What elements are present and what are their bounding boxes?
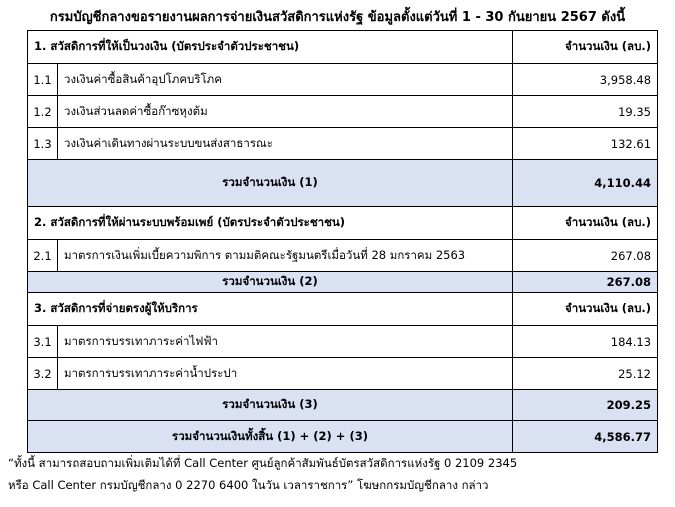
table-row [28,64,658,96]
item-label: มาตรการเงินเพิ่มเบี้ยความพิการ ตามมติคณะรัฐมนตรีเมื่อวันที่ 28 มกราคม 2563 [58,240,513,272]
table-row [28,240,658,272]
subtotal-row [28,272,658,293]
table-row [28,358,658,390]
table-row [28,326,658,358]
item-label: มาตรการบรรเทาภาระค่าไฟฟ้า [58,326,513,358]
subtotal-amount: 209.25 [513,390,658,421]
item-amount: 184.13 [513,326,658,358]
subtotal-row [28,160,658,207]
table-row [28,96,658,128]
table-row [28,128,658,160]
subtotal-amount: 267.08 [513,272,658,293]
subtotal-label: รวมจำนวนเงิน (3) [28,390,513,421]
item-amount: 132.61 [513,128,658,160]
subtotal-label: รวมจำนวนเงิน (1) [28,160,513,207]
section-heading: 1. สวัสดิการที่ให้เป็นวงเงิน (บัตรประจำตัวประชาชน) [28,31,513,64]
item-label: วงเงินค่าซื้อสินค้าอุปโภคบริโภค [58,64,513,96]
section-header [28,293,658,326]
footer-note [8,452,668,496]
section-heading: 3. สวัสดิการที่จ่ายตรงผู้ให้บริการ [28,293,513,326]
grand-total-label: รวมจำนวนเงินทั้งสิ้น (1) + (2) + (3) [28,421,513,453]
subtotal-label: รวมจำนวนเงิน (2) [28,272,513,293]
item-label: วงเงินค่าเดินทางผ่านระบบขนส่งสาธารณะ [58,128,513,160]
item-number: 1.3 [28,128,58,160]
subtotal-row [28,390,658,421]
amount-header: จำนวนเงิน (ลบ.) [513,207,658,240]
item-number: 1.2 [28,96,58,128]
item-label: มาตรการบรรเทาภาระค่าน้ำประปา [58,358,513,390]
item-number: 3.2 [28,358,58,390]
item-amount: 3,958.48 [513,64,658,96]
item-label: วงเงินส่วนลดค่าซื้อก๊าซหุงต้ม [58,96,513,128]
section-header [28,31,658,64]
item-number: 1.1 [28,64,58,96]
grand-total-amount: 4,586.77 [513,421,658,453]
section-header [28,207,658,240]
item-amount: 25.12 [513,358,658,390]
section-heading: 2. สวัสดิการที่ให้ผ่านระบบพร้อมเพย์ (บัตรประจำตัวประชาชน) [28,207,513,240]
amount-header: จำนวนเงิน (ลบ.) [513,31,658,64]
item-number: 3.1 [28,326,58,358]
item-number: 2.1 [28,240,58,272]
grand-total-row [28,421,658,453]
item-amount: 267.08 [513,240,658,272]
welfare-payment-table [27,30,658,453]
footer-line: หรือ Call Center กรมบัญชีกลาง 0 2270 6400 ในวัน เวลาราชการ” โฆษกกรมบัญชีกลาง กล่าว [8,478,489,492]
amount-header: จำนวนเงิน (ลบ.) [513,293,658,326]
page-title: กรมบัญชีกลางขอรายงานผลการจ่ายเงินสวัสดิการแห่งรัฐ ข้อมูลตั้งแต่วันที่ 1 - 30 กันยายน 2567 ดังนี้ [49,10,626,25]
subtotal-amount: 4,110.44 [513,160,658,207]
footer-line: “ทั้งนี้ สามารถสอบถามเพิ่มเติมได้ที่ Call Center ศูนย์ลูกค้าสัมพันธ์บัตรสวัสดิการแห่งรัฐ 0 2109 2345 [8,456,518,470]
item-amount: 19.35 [513,96,658,128]
